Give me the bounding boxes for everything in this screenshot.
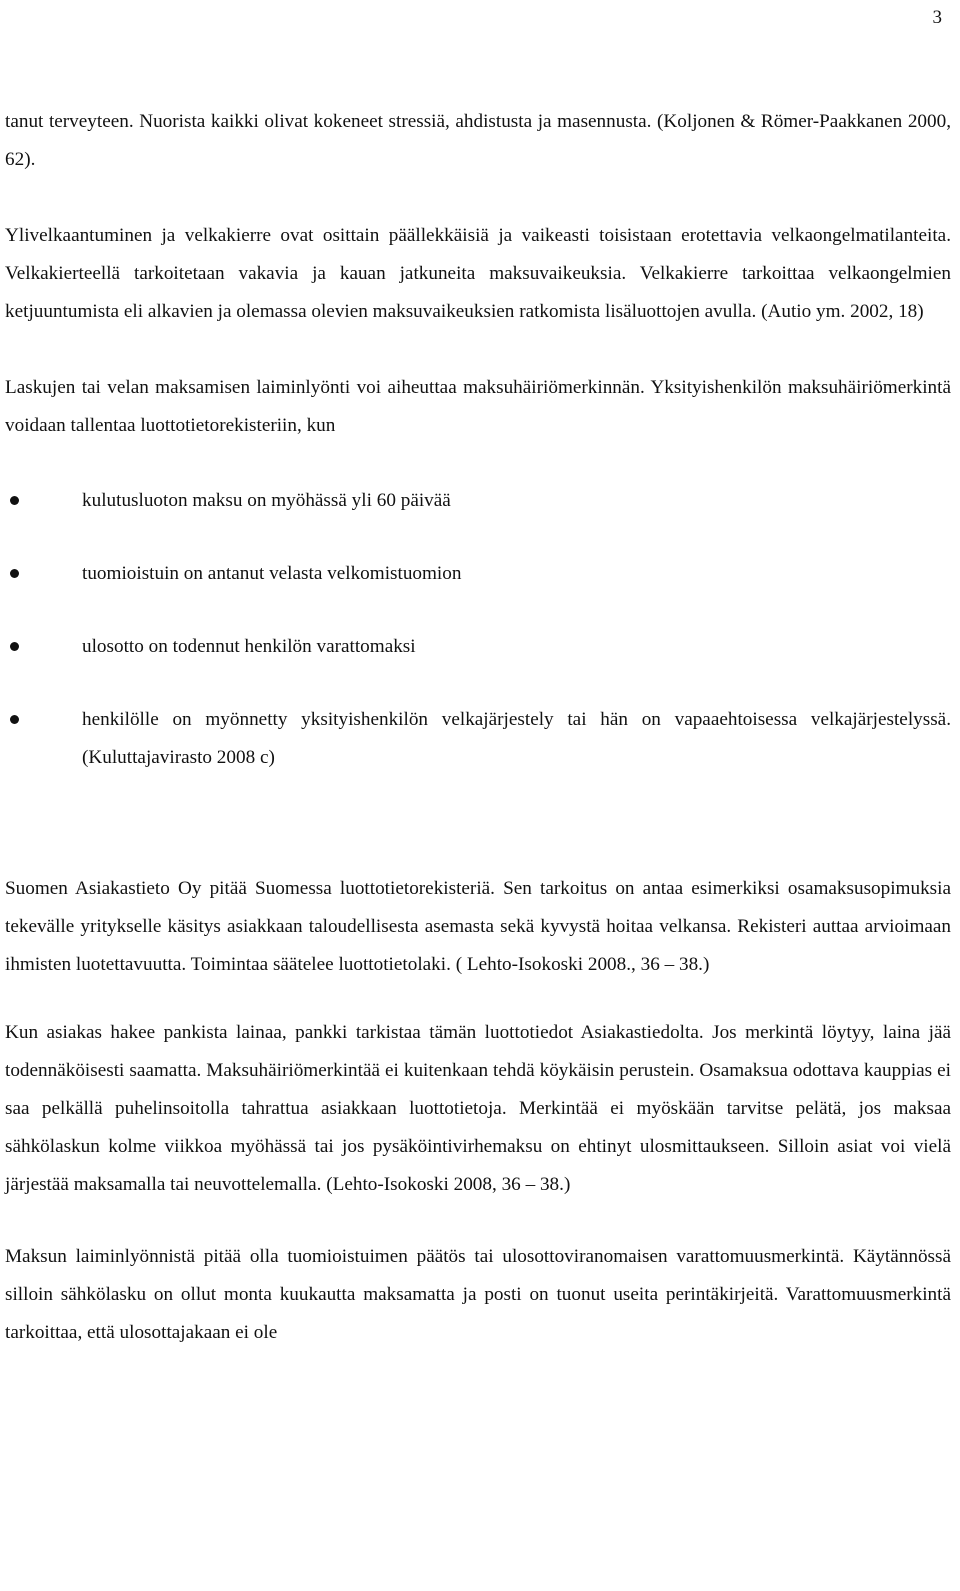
page-number: 3 [932, 7, 942, 28]
bullet-icon [10, 715, 19, 724]
bullet-icon [10, 569, 19, 578]
list-item [5, 482, 951, 520]
paragraph-gap [5, 331, 951, 369]
paragraph-5: Kun asiakas hakee pankista lainaa, pankki tarkistaa tämän luottotiedot Asiakastiedolta. Jos merkintä löytyy, laina jää todennäköisesti saamatta. Maksuhäiriömerkintää ei kuitenkaan tehdä köykäisin perustein. Osamaksua odottava kauppias ei saa pelkällä puhelinsoitolla tahrattua asiakkaan luottotietoja. Merkintää ei myöskään tarvitse pelätä, jos maksaa sähkölaskun kolme viikkoa myöhässä tai jos pysäköintivirhemaksu on ehtinyt ulosmittaukseen. Silloin asiat voi vielä järjestää maksamalla tai neuvottelemalla. (Lehto-Isokoski 2008, 36 – 38.) [5, 1022, 951, 1195]
list-item-text: tuomioistuin on antanut velasta velkomistuomion [82, 563, 462, 584]
paragraph-4: Suomen Asiakastieto Oy pitää Suomessa luottotietorekisteriä. Sen tarkoitus on antaa esimerkiksi osamaksusopimuksia tekevälle yritykselle käsitys asiakkaan taloudellisesta asemasta sekä kyvystä hoitaa velkansa. Rekisteri auttaa arvioimaan ihmisten luotettavuutta. Toimintaa säätelee luottotietolaki. ( Lehto-Isokoski 2008., 36 – 38.) [5, 878, 951, 975]
bullet-icon [10, 496, 19, 505]
paragraph-gap [5, 984, 951, 1014]
paragraph-2: Ylivelkaantuminen ja velkakierre ovat osittain päällekkäisiä ja vaikeasti toisistaan erotettavia velkaongelmatilanteita. Velkakierteellä tarkoitetaan vakavia ja kauan jatkuneita maksuvaikeuksia. Velkakierre tarkoittaa velkaongelmien ketjuuntumista eli alkavien ja olemassa olevien maksuvaikeuksien ratkomista lisäluottojen avulla. (Autio ym. 2002, 18) [5, 225, 951, 322]
paragraph-gap [5, 445, 951, 482]
paragraph-1: tanut terveyteen. Nuorista kaikki olivat kokeneet stressiä, ahdistusta ja masennusta. (Koljonen & Römer-Paakkanen 2000, 62). [5, 111, 951, 170]
list-item [5, 701, 951, 777]
credit-default-criteria-list [5, 482, 951, 777]
paragraph-gap [5, 1204, 951, 1238]
list-item-text: ulosotto on todennut henkilön varattomaksi [82, 636, 416, 657]
list-item-text: kulutusluoton maksu on myöhässä yli 60 päivää [82, 490, 451, 511]
document-body [5, 103, 951, 1352]
paragraph-gap [5, 179, 951, 217]
list-item [5, 628, 951, 666]
paragraph-3: Laskujen tai velan maksamisen laiminlyönti voi aiheuttaa maksuhäiriömerkinnän. Yksityishenkilön maksuhäiriömerkintä voidaan tallentaa luottotietorekisteriin, kun [5, 377, 951, 436]
list-item-text: henkilölle on myönnetty yksityishenkilön velkajärjestely tai hän on vapaaehtoisessa velkajärjestelyssä. (Kuluttajavirasto 2008 c) [82, 709, 951, 768]
list-item [5, 555, 951, 593]
paragraph-6: Maksun laiminlyönnistä pitää olla tuomioistuimen päätös tai ulosottoviranomaisen varattomuusmerkintä. Käytännössä silloin sähkölasku on ollut monta kuukautta maksamatta ja posti on tuonut useita perintäkirjeitä. Varattomuusmerkintä tarkoittaa, että ulosottajakaan ei ole [5, 1246, 951, 1343]
bullet-icon [10, 642, 19, 651]
paragraph-gap [5, 777, 951, 870]
